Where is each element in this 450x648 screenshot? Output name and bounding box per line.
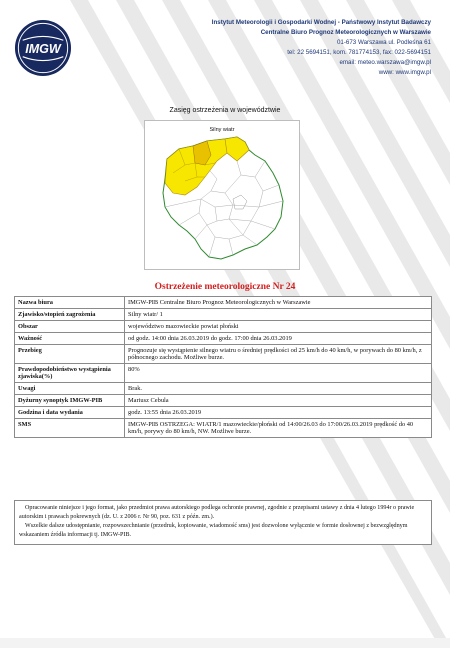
table-row [15,407,432,419]
institute-header [101,18,431,78]
email: email: meteo.warszawa@imgw.pl [339,59,431,66]
row-label: SMS [15,419,125,438]
row-label: Przebieg [15,345,125,364]
row-value: IMGW-PIB OSTRZEGA: WIATR/1 mazowieckie/płoński od 14:00/26.03 do 17:00/26.03.2019 prędkość do 40 km/h, porywy do 80 km/h, NW. Możliwe burze. [125,419,432,438]
copyright-notice [14,500,432,545]
row-value: IMGW-PIB Centralne Biuro Prognoz Meteorologicznych w Warszawie [125,297,432,309]
phone: tel: 22 5694151, kom. 781774153, fax: 022-5694151 [287,49,431,56]
office-name: Centralne Biuro Prognoz Meteorologicznych w Warszawie [260,29,431,36]
table-row [15,419,432,438]
imgw-logo [14,19,72,77]
map-section-title: Zasięg ostrzeżenia w województwie [169,107,281,114]
row-value: Prognozuje się wystąpienie silnego wiatru o średniej prędkości od 25 km/h do 40 km/h, w porywach do 80 km/h, z północnego zachodu. Możliwe burze. [125,345,432,364]
row-value: Mariusz Cebula [125,395,432,407]
warning-table [14,296,432,438]
page-bottom-edge [0,638,450,648]
website: www: www.imgw.pl [378,69,431,76]
warning-title: Ostrzeżenie meteorologiczne Nr 24 [154,282,296,292]
table-row [15,395,432,407]
copyright-paragraph-1: Opracowanie niniejsze i jego format, jako przedmiot prawa autorskiego podlega ochronie prawnej, zgodnie z przepisami ustawy z dnia 4 lutego 1994r o prawie autorskim i prawach pokrewnych (dz. U. z 2006 r. Nr 90, poz. 631 z późn. zm.). [19,505,415,520]
map-title: Silny wiatr [209,127,235,133]
table-row [15,333,432,345]
row-label: Dyżurny synoptyk IMGW-PIB [15,395,125,407]
row-label: Godzina i data wydania [15,407,125,419]
row-value: godz. 13:55 dnia 26.03.2019 [125,407,432,419]
table-row [15,309,432,321]
table-row [15,345,432,364]
logo-lettering: IMGW [25,41,61,56]
institute-name: Instytut Meteorologii i Gospodarki Wodnej - Państwowy Instytut Badawczy [211,19,431,26]
row-value: 80% [125,364,432,383]
row-label: Nazwa biura [15,297,125,309]
row-label: Zjawisko/stopień zagrożenia [15,309,125,321]
row-value: Silny wiatr/ 1 [125,309,432,321]
row-label: Prawdopodobieństwo wystąpienia zjawiska(%) [15,364,125,383]
warning-map [144,120,300,270]
row-label: Uwagi [15,383,125,395]
voivodeship-map [145,121,299,269]
row-value: od godz. 14:00 dnia 26.03.2019 do godz. 17:00 dnia 26.03.2019 [125,333,432,345]
table-row [15,297,432,309]
copyright-paragraph-2: Wszelkie dalsze udostępnianie, rozpowszechnianie (przedruk, kopiowanie, wiadomość sms) jest dozwolone wyłącznie w formie dosłownej z bezwzględnym wskazaniem źródła informacji tj. IMGW-PIB. [19,523,408,538]
row-value: województwo mazowieckie powiat płoński [125,321,432,333]
row-value: Brak. [125,383,432,395]
table-row [15,383,432,395]
address: 01-673 Warszawa ul. Podleśna 61 [336,39,431,46]
row-label: Ważność [15,333,125,345]
table-row [15,364,432,383]
row-label: Obszar [15,321,125,333]
table-row [15,321,432,333]
